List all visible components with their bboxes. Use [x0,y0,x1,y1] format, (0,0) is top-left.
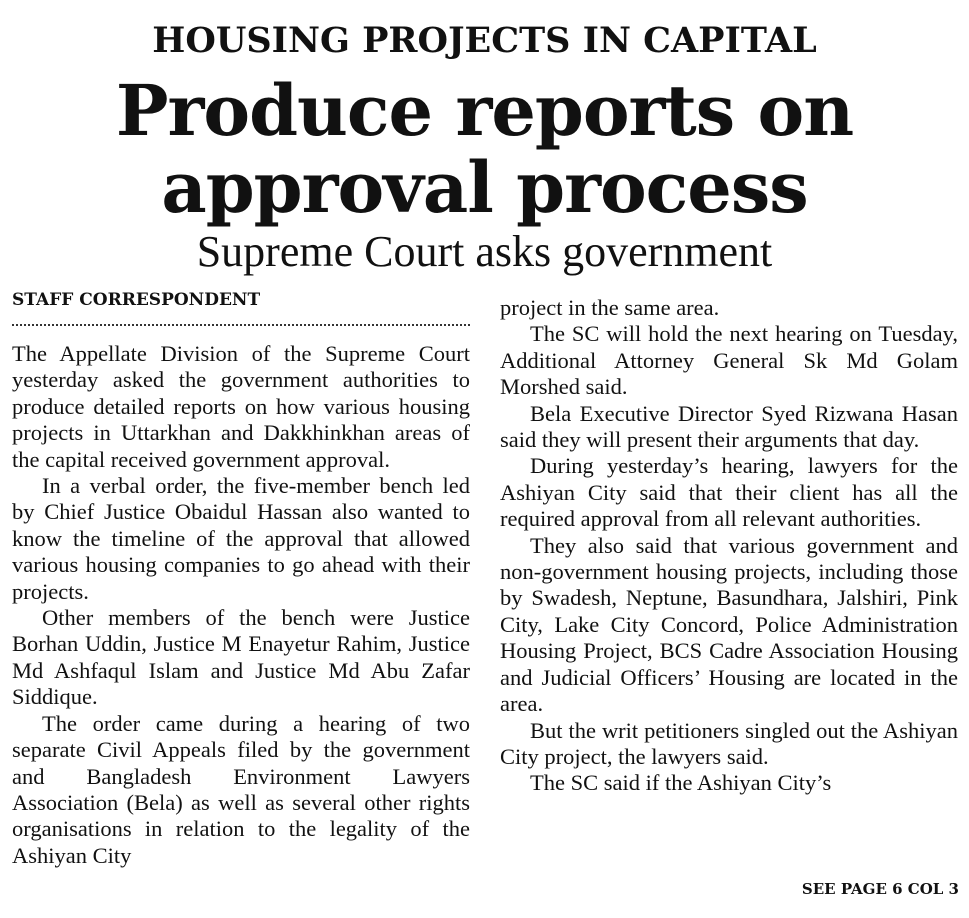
paragraph: The Appellate Division of the Supreme Court yesterday asked the government authorities to produce detailed reports on how various housing projects in Uttarkhan and Dakkhinkhan areas of the capital received government approval. [12,341,470,472]
paragraph: project in the same area. [500,295,720,320]
paragraph: But the writ petitioners singled out the Ashiyan City project, the lawyers said. [500,717,958,769]
article-subhead: Supreme Court asks government [196,227,773,276]
paragraph: The SC will hold the next hearing on Tuesday, Additional Attorney General Sk Md Golam Morshed said. [500,321,958,400]
paragraph: During yesterday’s hearing, lawyers for the Ashiyan City said that their client has all the required approval from all relevant authorities. [500,453,958,532]
byline: STAFF CORRESPONDENT [12,290,261,310]
column-1 [12,341,470,869]
paragraph: The order came during a hearing of two separate Civil Appeals filed by the government and Bangladesh Environment Lawyers Association (Bela) as well as several other rights organisations in relation to the legality of the Ashiyan City [12,710,470,868]
paragraph: The SC said if the Ashiyan City’s [530,770,832,796]
headline-line-2: approval process [161,146,808,229]
headline-line-1: Produce reports on [115,69,854,152]
article-headline [0,69,969,229]
article-kicker: HOUSING PROJECTS IN CAPITAL [152,20,817,61]
column-2 [500,295,958,797]
continued-jump-line: SEE PAGE 6 COL 3 [801,880,959,898]
byline-divider [12,324,470,326]
paragraph: Other members of the bench were Justice Borhan Uddin, Justice M Enayetur Rahim, Justice Md Ashfaqul Islam and Justice Md Abu Zafar Siddique. [12,605,470,710]
paragraph: In a verbal order, the five-member bench led by Chief Justice Obaidul Hassan also wanted to know the timeline of the approval that allowed various housing companies to go ahead with their projects. [12,473,470,604]
paragraph: They also said that various government and non-government housing projects, including those by Swadesh, Neptune, Basundhara, Jalshiri, Pink City, Lake City Concord, Police Administration Housing Project, BCS Cadre Association Housing and Judicial Officers’ Housing are located in the area. [500,532,958,717]
paragraph: Bela Executive Director Syed Rizwana Hasan said they will present their arguments that day. [500,400,958,453]
